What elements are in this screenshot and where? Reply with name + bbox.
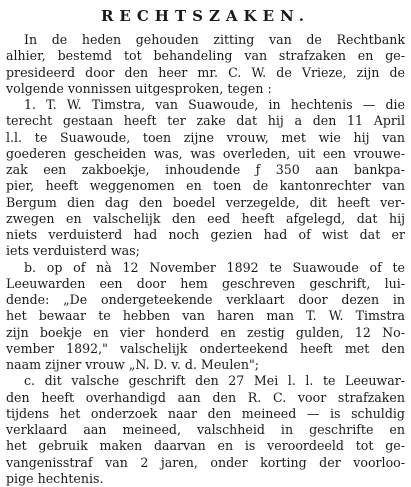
article-line: pige hechtenis. (6, 470, 104, 486)
article-line: het bewaar te hebben van haren man T. W. Timstra (6, 308, 405, 324)
article-line: b. op of nà 12 November 1892 te Suawoude of te (24, 259, 405, 275)
article-line: zak een zakboekje, inhoudende ƒ 350 aan bankpa- (6, 162, 405, 177)
article-line: vember 1892," valschelijk onderteekend heeft met den (6, 340, 405, 356)
article-line: tijdens het onderzoek naar den meineed — is schuldig (6, 405, 405, 421)
article-line: niets verduisterd had noch gezien had of wist dat er (6, 227, 405, 242)
article-line: vangenisstraf van 2 jaren, onder korting der voorloo- (6, 454, 405, 470)
article-line: In de heden gehouden zitting van de Rechtbank (24, 32, 405, 47)
article-line: Leeuwarden een door hem geschreven geschrift, lui- (6, 275, 405, 291)
article-line: goederen gescheiden was, was overleden, uit een vrouwe- (6, 145, 405, 161)
article-line: den heeft overhandigd aan den R. C. voor strafzaken (6, 389, 405, 405)
article-line: zijn boekje en vier honderd en zestig gulden, 12 No- (6, 324, 405, 340)
article-line: naam zijner vrouw „N. D. v. d. Meulen"; (6, 357, 260, 372)
article-line: presideerd door den heer mr. C. W. de Vrieze, zijn de (6, 64, 405, 80)
article-body (6, 32, 405, 487)
article-line: pier, heeft weggenomen en toen de kantonrechter van (6, 178, 405, 194)
article-line: iets verduisterd was; (6, 243, 140, 259)
article-line: c. dit valsche geschrift den 27 Mei l. l. te Leeuwar- (24, 373, 405, 389)
article-line: het gebruik maken daarvan en is veroordeeld tot ge- (6, 438, 405, 454)
article-line: 1. T. W. Timstra, van Suawoude, in hechtenis — die (24, 97, 405, 112)
article-line: terecht gestaan heeft ter zake dat hij a den 11 April (6, 113, 405, 129)
article-line: l.l. te Suawoude, toen zijne vrouw, met wie hij van (6, 129, 405, 145)
article-line: zwegen en valschelijk den eed heeft afgelegd, dat hij (6, 210, 405, 226)
article-line: alhier, bestemd tot behandeling van strafzaken en ge- (6, 48, 405, 64)
article-line: volgende vonnissen uitgesproken, tegen : (6, 80, 272, 96)
article-line: dende: „De ondergeteekende verklaart door dezen in (6, 292, 405, 307)
article-line: verklaard aan meineed, valschheid in geschrifte en (6, 422, 405, 437)
article-line: Bergum dien dag den boedel verzegelde, dit heeft ver- (6, 194, 405, 210)
article-title: RECHTSZAKEN. (100, 7, 311, 25)
